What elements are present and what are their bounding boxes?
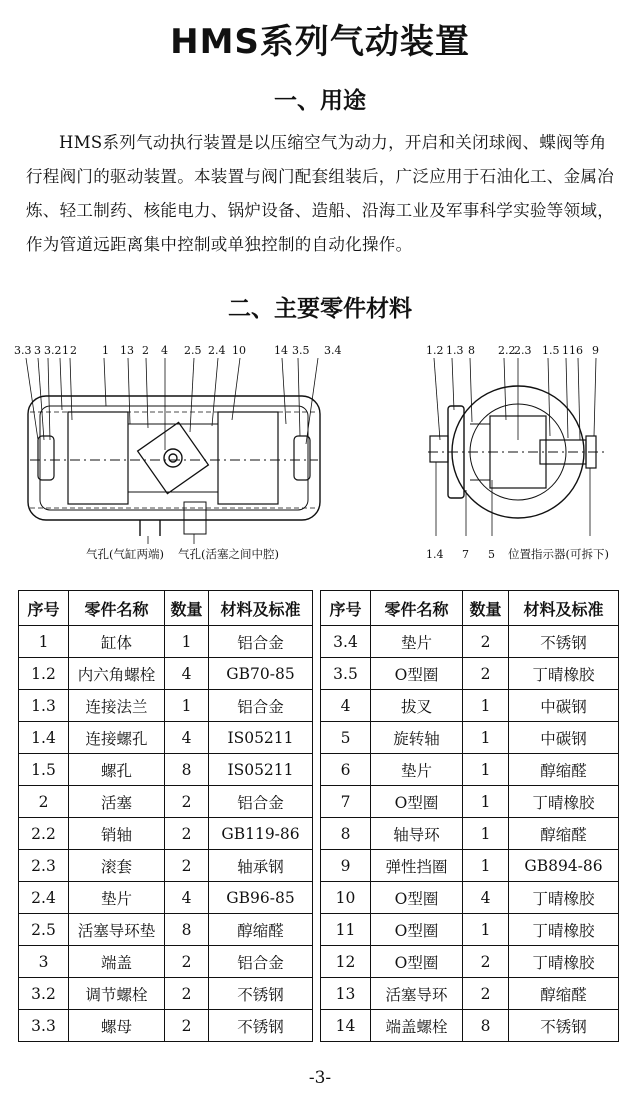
cell-material-right: 丁晴橡胶 — [509, 946, 619, 978]
label-1a: 1 — [62, 344, 69, 357]
cell-part-name-left: 调节螺栓 — [69, 978, 165, 1010]
label-7: 7 — [462, 548, 469, 561]
column-gap — [313, 1010, 321, 1042]
cell-qty-left: 4 — [165, 722, 209, 754]
cell-part-name-right: O型圈 — [371, 658, 463, 690]
cell-material-right: 丁晴橡胶 — [509, 914, 619, 946]
cell-qty-right: 2 — [463, 626, 509, 658]
label-5: 5 — [488, 548, 495, 561]
cell-material-right: GB894-86 — [509, 850, 619, 882]
cell-no-left: 2.5 — [19, 914, 69, 946]
cell-no-right: 10 — [321, 882, 371, 914]
column-gap — [313, 690, 321, 722]
table-row — [19, 818, 619, 850]
cell-part-name-left: 端盖 — [69, 946, 165, 978]
cell-material-left: IS05211 — [209, 722, 313, 754]
cell-no-right: 13 — [321, 978, 371, 1010]
cell-qty-right: 1 — [463, 754, 509, 786]
cell-qty-right: 1 — [463, 914, 509, 946]
diagrams — [0, 340, 640, 580]
cell-part-name-right: 拔叉 — [371, 690, 463, 722]
label-3-2: 3.2 — [44, 344, 62, 357]
cell-material-right: 中碳钢 — [509, 722, 619, 754]
cell-no-right: 14 — [321, 1010, 371, 1042]
cell-part-name-left: 销轴 — [69, 818, 165, 850]
cell-part-name-right: O型圈 — [371, 882, 463, 914]
header-material-left: 材料及标准 — [209, 591, 313, 626]
table-row — [19, 978, 619, 1010]
label-6: 6 — [576, 344, 583, 357]
label-10: 10 — [232, 344, 246, 357]
table-row — [19, 882, 619, 914]
cell-no-right: 12 — [321, 946, 371, 978]
cell-material-left: GB70-85 — [209, 658, 313, 690]
cell-part-name-left: 螺孔 — [69, 754, 165, 786]
label-14: 14 — [274, 344, 288, 357]
page-number: -3- — [308, 1068, 332, 1088]
cell-qty-right: 1 — [463, 786, 509, 818]
cell-part-name-left: 垫片 — [69, 882, 165, 914]
left-diagram-labels — [14, 344, 342, 561]
column-gap — [313, 722, 321, 754]
cell-part-name-right: 旋转轴 — [371, 722, 463, 754]
column-gap — [313, 882, 321, 914]
table-row — [19, 722, 619, 754]
cell-material-left: 铝合金 — [209, 946, 313, 978]
cell-qty-left: 2 — [165, 786, 209, 818]
cell-material-left: GB96-85 — [209, 882, 313, 914]
section-heading-materials: 二、主要零件材料 — [228, 296, 412, 322]
cell-material-left: 醇缩醛 — [209, 914, 313, 946]
actuator-diagrams — [0, 340, 640, 580]
cell-no-right: 6 — [321, 754, 371, 786]
column-gap — [313, 818, 321, 850]
cell-qty-left: 1 — [165, 690, 209, 722]
cell-part-name-left: 内六角螺栓 — [69, 658, 165, 690]
cell-material-right: 丁晴橡胶 — [509, 658, 619, 690]
cell-part-name-left: 活塞 — [69, 786, 165, 818]
cell-part-name-left: 连接法兰 — [69, 690, 165, 722]
label-2b: 2 — [142, 344, 149, 357]
column-gap — [313, 591, 321, 626]
cell-qty-right: 8 — [463, 1010, 509, 1042]
table-row — [19, 754, 619, 786]
cell-no-left: 3.2 — [19, 978, 69, 1010]
label-1-5: 1.5 — [542, 344, 560, 357]
cell-no-right: 4 — [321, 690, 371, 722]
cell-material-right: 醇缩醛 — [509, 978, 619, 1010]
cell-material-left: 铝合金 — [209, 690, 313, 722]
cell-part-name-right: 垫片 — [371, 754, 463, 786]
label-8: 8 — [468, 344, 475, 357]
parts-material-table — [18, 590, 619, 1042]
table-row — [19, 626, 619, 658]
right-section-drawing — [428, 358, 608, 536]
table-row — [19, 658, 619, 690]
cell-material-right: 不锈钢 — [509, 626, 619, 658]
cell-part-name-right: O型圈 — [371, 914, 463, 946]
cell-qty-right: 2 — [463, 658, 509, 690]
right-diagram-labels — [426, 344, 609, 561]
cell-qty-left: 2 — [165, 978, 209, 1010]
label-3-4: 3.4 — [324, 344, 342, 357]
table-row — [19, 946, 619, 978]
label-4: 4 — [161, 344, 168, 357]
cell-qty-right: 2 — [463, 946, 509, 978]
label-2-4: 2.4 — [208, 344, 226, 357]
cell-part-name-right: 弹性挡圈 — [371, 850, 463, 882]
label-1-3: 1.3 — [446, 344, 464, 357]
cell-no-right: 3.4 — [321, 626, 371, 658]
cell-part-name-left: 缸体 — [69, 626, 165, 658]
cell-material-left: GB119-86 — [209, 818, 313, 850]
cell-part-name-right: O型圈 — [371, 786, 463, 818]
header-no-right: 序号 — [321, 591, 371, 626]
cell-material-left: 铝合金 — [209, 786, 313, 818]
table-row — [19, 690, 619, 722]
cell-qty-right: 2 — [463, 978, 509, 1010]
cell-qty-right: 1 — [463, 690, 509, 722]
cell-no-right: 8 — [321, 818, 371, 850]
cell-material-right: 醇缩醛 — [509, 754, 619, 786]
cell-qty-left: 8 — [165, 914, 209, 946]
header-part-name-left: 零件名称 — [69, 591, 165, 626]
cell-no-right: 5 — [321, 722, 371, 754]
label-3-3: 3.3 — [14, 344, 32, 357]
cell-no-left: 1.5 — [19, 754, 69, 786]
cell-part-name-left: 活塞导环垫 — [69, 914, 165, 946]
cell-no-left: 2.4 — [19, 882, 69, 914]
cell-no-right: 9 — [321, 850, 371, 882]
left-section-drawing — [26, 358, 320, 544]
cell-material-right: 丁晴橡胶 — [509, 882, 619, 914]
label-3: 3 — [34, 344, 41, 357]
cell-qty-right: 1 — [463, 850, 509, 882]
column-gap — [313, 754, 321, 786]
cell-no-left: 2 — [19, 786, 69, 818]
cell-qty-left: 2 — [165, 818, 209, 850]
label-2-3: 2.3 — [514, 344, 532, 357]
cell-material-left: 轴承钢 — [209, 850, 313, 882]
table-row — [19, 850, 619, 882]
cell-part-name-left: 螺母 — [69, 1010, 165, 1042]
cell-qty-left: 1 — [165, 626, 209, 658]
cell-no-right: 11 — [321, 914, 371, 946]
usage-text: HMS系列气动执行装置是以压缩空气为动力，开启和关闭球阀、蝶阀等角行程阀门的驱动装置。本装置与阀门配套组装后，广泛应用于石油化工、金属冶炼、轻工制药、核能电力、锅炉设备、造船、沿海工业及军事科学实验等领域，作为管道远距离集中控制或单独控制的自动化操作。 — [26, 133, 614, 254]
header-no-left: 序号 — [19, 591, 69, 626]
cell-no-right: 7 — [321, 786, 371, 818]
cell-no-left: 3 — [19, 946, 69, 978]
table-row — [19, 1010, 619, 1042]
section-heading-usage: 一、用途 — [274, 88, 366, 114]
caption-middle-chamber-port: 气孔(活塞之间中腔) — [178, 547, 279, 561]
column-gap — [313, 626, 321, 658]
table-row — [19, 914, 619, 946]
cell-qty-left: 4 — [165, 882, 209, 914]
label-3-5: 3.5 — [292, 344, 310, 357]
table-header-row — [19, 591, 619, 626]
usage-paragraph — [26, 126, 622, 262]
cell-material-right: 丁晴橡胶 — [509, 786, 619, 818]
caption-cylinder-ports: 气孔(气缸两端) — [86, 547, 164, 561]
label-11: 11 — [562, 344, 576, 357]
cell-part-name-right: 活塞导环 — [371, 978, 463, 1010]
label-9: 9 — [592, 344, 599, 357]
cell-material-left: 不锈钢 — [209, 1010, 313, 1042]
cell-material-left: 铝合金 — [209, 626, 313, 658]
cell-qty-left: 2 — [165, 946, 209, 978]
cell-material-left: IS05211 — [209, 754, 313, 786]
cell-part-name-left: 连接螺孔 — [69, 722, 165, 754]
cell-no-left: 1 — [19, 626, 69, 658]
label-2-2: 2.2 — [498, 344, 516, 357]
header-qty-left: 数量 — [165, 591, 209, 626]
cell-qty-left: 2 — [165, 1010, 209, 1042]
cell-part-name-right: 垫片 — [371, 626, 463, 658]
column-gap — [313, 786, 321, 818]
cell-no-left: 1.2 — [19, 658, 69, 690]
cell-qty-left: 4 — [165, 658, 209, 690]
label-13: 13 — [120, 344, 134, 357]
column-gap — [313, 850, 321, 882]
cell-material-right: 醇缩醛 — [509, 818, 619, 850]
label-1b: 1 — [102, 344, 109, 357]
header-qty-right: 数量 — [463, 591, 509, 626]
cell-part-name-right: 轴导环 — [371, 818, 463, 850]
header-material-right: 材料及标准 — [509, 591, 619, 626]
column-gap — [313, 978, 321, 1010]
label-2-5: 2.5 — [184, 344, 202, 357]
caption-position-indicator: 位置指示器(可拆下) — [508, 547, 609, 561]
cell-no-left: 2.2 — [19, 818, 69, 850]
table-row — [19, 786, 619, 818]
cell-part-name-right: 端盖螺栓 — [371, 1010, 463, 1042]
cell-qty-right: 4 — [463, 882, 509, 914]
cell-qty-left: 8 — [165, 754, 209, 786]
cell-material-right: 不锈钢 — [509, 1010, 619, 1042]
cell-qty-right: 1 — [463, 722, 509, 754]
column-gap — [313, 658, 321, 690]
cell-part-name-left: 滚套 — [69, 850, 165, 882]
page-title: HMS系列气动装置 — [170, 22, 470, 62]
label-2a: 2 — [70, 344, 77, 357]
cell-material-left: 不锈钢 — [209, 978, 313, 1010]
cell-no-left: 3.3 — [19, 1010, 69, 1042]
label-1-4: 1.4 — [426, 548, 444, 561]
cell-no-right: 3.5 — [321, 658, 371, 690]
cell-no-left: 1.3 — [19, 690, 69, 722]
cell-qty-left: 2 — [165, 850, 209, 882]
cell-no-left: 1.4 — [19, 722, 69, 754]
cell-qty-right: 1 — [463, 818, 509, 850]
cell-material-right: 中碳钢 — [509, 690, 619, 722]
header-part-name-right: 零件名称 — [371, 591, 463, 626]
label-1-2: 1.2 — [426, 344, 444, 357]
cell-no-left: 2.3 — [19, 850, 69, 882]
column-gap — [313, 914, 321, 946]
cell-part-name-right: O型圈 — [371, 946, 463, 978]
column-gap — [313, 946, 321, 978]
